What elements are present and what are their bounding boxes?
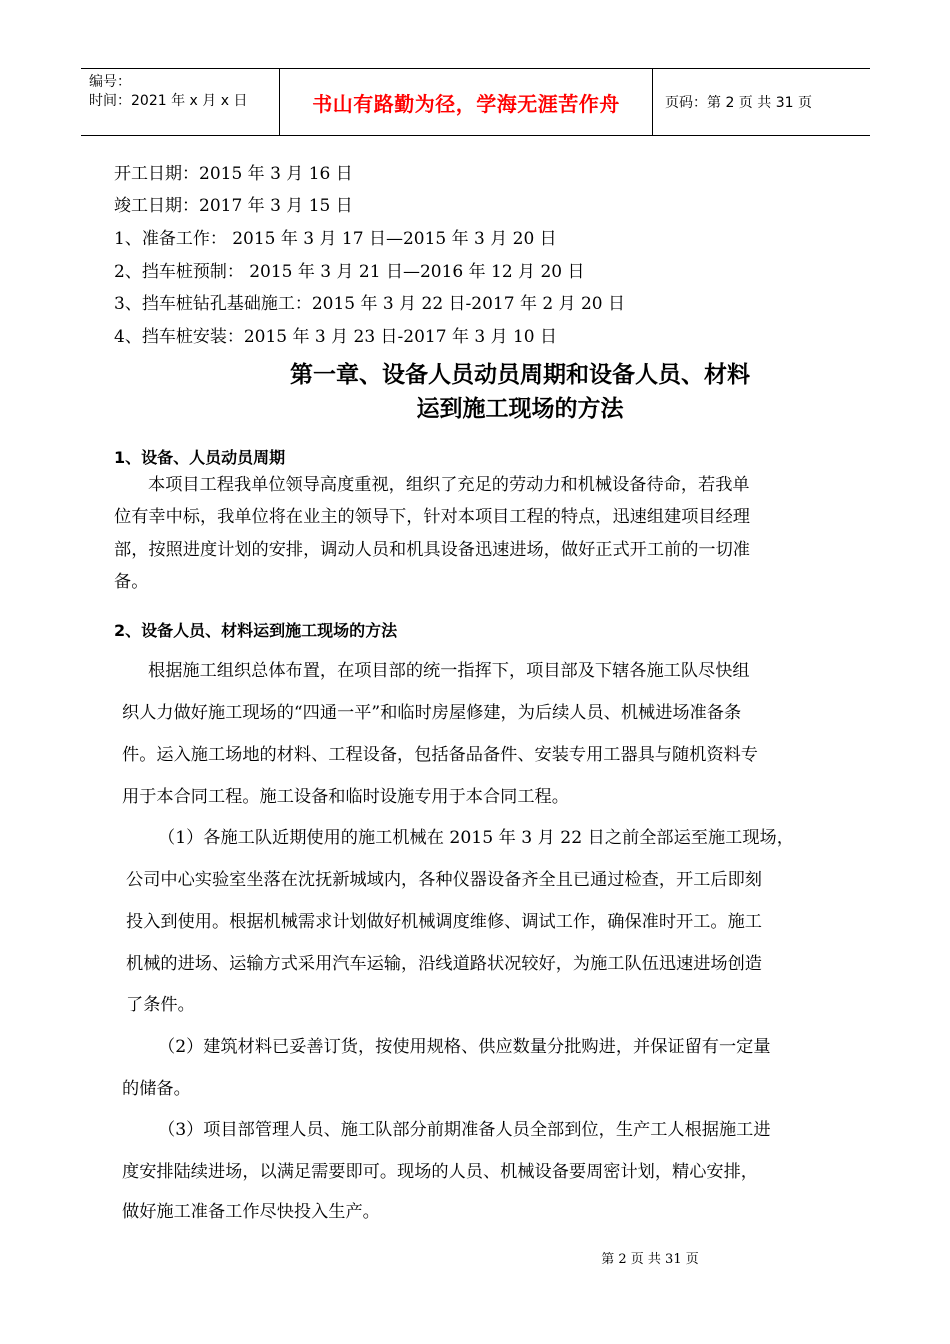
chapter-title-line-1: 第一章、设备人员动员周期和设备人员、材料 — [290, 362, 750, 388]
section-2-intro-line: 件。运入施工场地的材料、工程设备，包括备品备件、安装专用工器具与随机资料专 — [122, 745, 758, 765]
schedule-item-1: 1、准备工作： 2015 年 3 月 17 日—2015 年 3 月 20 日 — [114, 229, 557, 249]
item-1-line: 公司中心实验室坐落在沈抚新城域内，各种仪器设备齐全且已通过检查，开工后即刻 — [126, 870, 762, 890]
schedule-end-date: 竣工日期：2017 年 3 月 15 日 — [114, 196, 353, 216]
item-2-line: 的储备。 — [122, 1079, 191, 1099]
schedule-item-4: 4、挡车桩安装：2015 年 3 月 23 日-2017 年 3 月 10 日 — [114, 327, 558, 347]
item-2-line: （2）建筑材料已妥善订货，按使用规格、供应数量分批购进，并保证留有一定量 — [158, 1037, 771, 1057]
section-1-heading: 1、设备、人员动员周期 — [114, 448, 286, 467]
section-1-line: 本项目工程我单位领导高度重视，组织了充足的劳动力和机械设备待命，若我单 — [148, 475, 750, 495]
header-page-info: 页码：第 2 页 共 31 页 — [665, 95, 812, 111]
chapter-title-line-2: 运到施工现场的方法 — [416, 396, 624, 422]
page-footer: 第 2 页 共 31 页 — [601, 1252, 699, 1267]
item-1-line: 机械的进场、运输方式采用汽车运输，沿线道路状况较好，为施工队伍迅速进场创造 — [126, 954, 762, 974]
header-motto: 书山有路勤为径，学海无涯苦作舟 — [280, 69, 653, 135]
header-meta-cell — [81, 69, 280, 135]
section-2-intro-line: 根据施工组织总体布置，在项目部的统一指挥下，项目部及下辖各施工队尽快组 — [148, 661, 750, 681]
item-1-line: 投入到使用。根据机械需求计划做好机械调度维修、调试工作，确保准时开工。施工 — [126, 912, 762, 932]
item-1-line: （1）各施工队近期使用的施工机械在 2015 年 3 月 22 日之前全部运至施工现场， — [158, 828, 794, 848]
section-2-intro-line: 用于本合同工程。施工设备和临时设施专用于本合同工程。 — [122, 787, 569, 807]
header-code-label: 编号： — [89, 74, 131, 90]
item-3-line: 度安排陆续进场，以满足需要即可。现场的人员、机械设备要周密计划，精心安排， — [122, 1162, 758, 1182]
item-3-line: （3）项目部管理人员、施工队部分前期准备人员全部到位，生产工人根据施工进 — [158, 1120, 771, 1140]
schedule-item-2: 2、挡车桩预制： 2015 年 3 月 21 日—2016 年 12 月 20 日 — [114, 262, 585, 282]
schedule-start-date: 开工日期：2015 年 3 月 16 日 — [114, 164, 353, 184]
section-2-heading: 2、设备人员、材料运到施工现场的方法 — [114, 621, 398, 640]
section-1-line: 位有幸中标，我单位将在业主的领导下，针对本项目工程的特点，迅速组建项目经理 — [114, 507, 750, 527]
item-1-line: 了条件。 — [126, 995, 195, 1015]
section-2-intro-line: 织人力做好施工现场的“四通一平”和临时房屋修建，为后续人员、机械进场准备条 — [122, 703, 742, 723]
section-1-line: 备。 — [114, 572, 149, 592]
page-header — [81, 68, 870, 136]
schedule-item-3: 3、挡车桩钻孔基础施工：2015 年 3 月 22 日-2017 年 2 月 20 日 — [114, 294, 626, 314]
header-time-label: 时间：2021 年 x 月 x 日 — [89, 93, 248, 109]
section-1-line: 部，按照进度计划的安排，调动人员和机具设备迅速进场，做好正式开工前的一切准 — [114, 540, 750, 560]
item-3-line: 做好施工准备工作尽快投入生产。 — [122, 1202, 380, 1222]
